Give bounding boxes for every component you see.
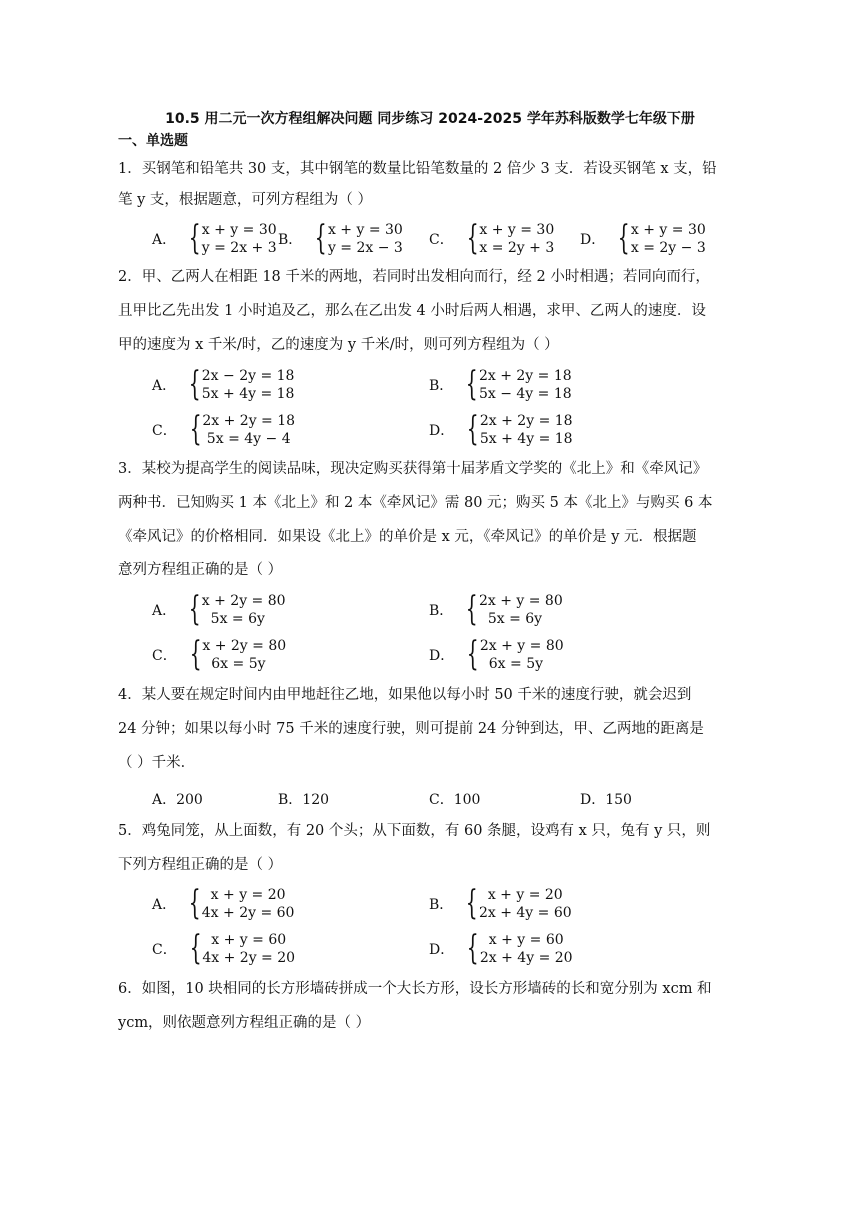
brace-icon: { xyxy=(466,409,479,449)
equation: 2x + 2y = 18 xyxy=(202,413,296,429)
brace-icon: { xyxy=(188,883,201,923)
q3-line3: 《牵风记》的价格相同．如果设《北上》的单价是 x 元，《牵风记》的单价是 y 元．根据题 xyxy=(118,529,697,545)
equation: x + y = 30 xyxy=(479,222,555,238)
option-label: B． xyxy=(429,378,454,394)
equation: 4x + 2y = 20 xyxy=(202,950,296,966)
equation: 2x + 2y = 18 xyxy=(478,368,572,384)
option-label: D． xyxy=(429,648,455,664)
equation: x + y = 30 xyxy=(201,222,277,238)
brace-icon: { xyxy=(466,218,479,258)
q1-option-d[interactable] xyxy=(580,218,706,258)
q1-line2: 笔 y 支，根据题意，可列方程组为（ ） xyxy=(118,192,373,208)
equation: x + y = 30 xyxy=(327,222,403,238)
equation: y = 2x − 3 xyxy=(327,240,403,256)
q5-option-c[interactable] xyxy=(152,928,296,968)
q4-line2: 24 分钟；如果以每小时 75 千米的速度行驶，则可提前 24 分钟到达，甲、乙两地的距离是 xyxy=(118,721,704,737)
q1-option-b[interactable] xyxy=(278,218,403,258)
equation: 2x + y = 80 xyxy=(479,638,564,654)
equation: 2x + 4y = 20 xyxy=(479,950,573,966)
equation: 2x + y = 80 xyxy=(478,593,563,609)
brace-icon: { xyxy=(188,364,201,404)
q2-line1: 2．甲、乙两人在相距 18 千米的两地，若同时出发相向而行，经 2 小时相遇；若同向而行， xyxy=(118,269,710,285)
option-label: D． xyxy=(580,232,606,248)
q6-line1: 6．如图，10 块相同的长方形墙砖拼成一个大长方形，设长方形墙砖的长和宽分别为 xcm 和 xyxy=(118,981,712,997)
equation: 5x = 6y xyxy=(201,611,265,627)
q3-option-b[interactable] xyxy=(429,589,563,629)
q2-option-d[interactable] xyxy=(429,409,573,449)
q6-line2: ycm，则依题意列方程组正确的是（ ） xyxy=(118,1015,371,1031)
equation: 5x = 4y − 4 xyxy=(202,431,291,447)
brace-icon: { xyxy=(315,218,327,258)
q2-option-a[interactable] xyxy=(152,364,295,404)
option-label: D． xyxy=(429,423,455,439)
equation: x + y = 20 xyxy=(201,887,286,903)
option-label: B． xyxy=(278,232,303,248)
option-label: A． xyxy=(152,897,177,913)
q3-line2: 两种书．已知购买 1 本《北上》和 2 本《牵风记》需 80 元；购买 5 本《北上》与购买 6 本 xyxy=(118,495,713,511)
equation: x + y = 30 xyxy=(630,222,706,238)
q2-line2: 且甲比乙先出发 1 小时追及乙，那么在乙出发 4 小时后两人相遇，求甲、乙两人的速度．设 xyxy=(118,303,706,319)
equation: 2x − 2y = 18 xyxy=(201,368,295,384)
q3-line1: 3．某校为提高学生的阅读品味，现决定购买获得第十届茅盾文学奖的《北上》和《牵风记》 xyxy=(118,461,708,477)
option-label: B． xyxy=(429,603,454,619)
brace-icon: { xyxy=(189,634,202,674)
q3-option-d[interactable] xyxy=(429,634,564,674)
equation: x = 2y − 3 xyxy=(630,240,706,256)
option-label: C． xyxy=(152,423,177,439)
brace-icon: { xyxy=(189,409,202,449)
option-label: A． xyxy=(152,603,177,619)
equation: x + y = 60 xyxy=(479,932,564,948)
page-title: 10.5 用二元一次方程组解决问题 同步练习 2024-2025 学年苏科版数学七年级下册 xyxy=(165,111,695,127)
q4-option-b[interactable]: B．120 xyxy=(278,792,330,808)
q3-line4: 意列方程组正确的是（ ） xyxy=(118,562,283,578)
q4-option-c[interactable]: C．100 xyxy=(429,792,481,808)
equation: x + 2y = 80 xyxy=(202,638,287,654)
q2-option-b[interactable] xyxy=(429,364,572,404)
option-label: C． xyxy=(152,648,177,664)
equation: 6x = 5y xyxy=(202,656,266,672)
q3-option-a[interactable] xyxy=(152,589,286,629)
equation: 5x + 4y = 18 xyxy=(479,431,573,447)
equation: 6x = 5y xyxy=(479,656,544,672)
brace-icon: { xyxy=(188,589,201,629)
q4-line3: （ ）千米． xyxy=(118,755,196,771)
q2-option-c[interactable] xyxy=(152,409,296,449)
brace-icon: { xyxy=(466,589,478,629)
equation: x + y = 60 xyxy=(202,932,287,948)
q1-line1: 1．买钢笔和铅笔共 30 支，其中钢笔的数量比铅笔数量的 2 倍少 3 支．若设买钢笔 x 支，铅 xyxy=(118,161,717,177)
equation: 5x = 6y xyxy=(478,611,543,627)
brace-icon: { xyxy=(466,364,478,404)
q3-option-c[interactable] xyxy=(152,634,287,674)
q5-option-a[interactable] xyxy=(152,883,295,923)
equation: x + 2y = 80 xyxy=(201,593,286,609)
option-label: C． xyxy=(152,942,177,958)
brace-icon: { xyxy=(617,218,630,258)
q1-option-c[interactable] xyxy=(429,218,555,258)
q1-option-a[interactable] xyxy=(152,218,277,258)
option-label: C． xyxy=(429,232,454,248)
equation: x = 2y + 3 xyxy=(479,240,555,256)
equation: 4x + 2y = 60 xyxy=(201,905,295,921)
q5-line1: 5．鸡兔同笼，从上面数，有 20 个头；从下面数，有 60 条腿，设鸡有 x 只，兔有 y 只，则 xyxy=(118,823,711,839)
equation: 2x + 4y = 60 xyxy=(478,905,572,921)
equation: x + y = 20 xyxy=(478,887,563,903)
brace-icon: { xyxy=(466,928,479,968)
q4-option-a[interactable]: A．200 xyxy=(152,792,203,808)
q5-line2: 下列方程组正确的是（ ） xyxy=(118,857,283,873)
equation: y = 2x + 3 xyxy=(201,240,277,256)
q4-option-d[interactable]: D．150 xyxy=(580,792,632,808)
option-label: A． xyxy=(152,378,177,394)
q2-line3: 甲的速度为 x 千米/时，乙的速度为 y 千米/时，则可列方程组为（ ） xyxy=(118,337,559,353)
q5-option-b[interactable] xyxy=(429,883,572,923)
equation: 5x − 4y = 18 xyxy=(478,386,572,402)
option-label: A． xyxy=(152,232,177,248)
equation: 2x + 2y = 18 xyxy=(479,413,573,429)
brace-icon: { xyxy=(189,928,202,968)
brace-icon: { xyxy=(466,634,479,674)
option-label: D． xyxy=(429,942,455,958)
section-heading: 一、单选题 xyxy=(118,133,188,149)
q4-line1: 4．某人要在规定时间内由甲地赶往乙地，如果他以每小时 50 千米的速度行驶，就会迟到 xyxy=(118,687,692,703)
brace-icon: { xyxy=(188,218,201,258)
q5-option-d[interactable] xyxy=(429,928,573,968)
option-label: B． xyxy=(429,897,454,913)
equation: 5x + 4y = 18 xyxy=(201,386,295,402)
brace-icon: { xyxy=(466,883,478,923)
